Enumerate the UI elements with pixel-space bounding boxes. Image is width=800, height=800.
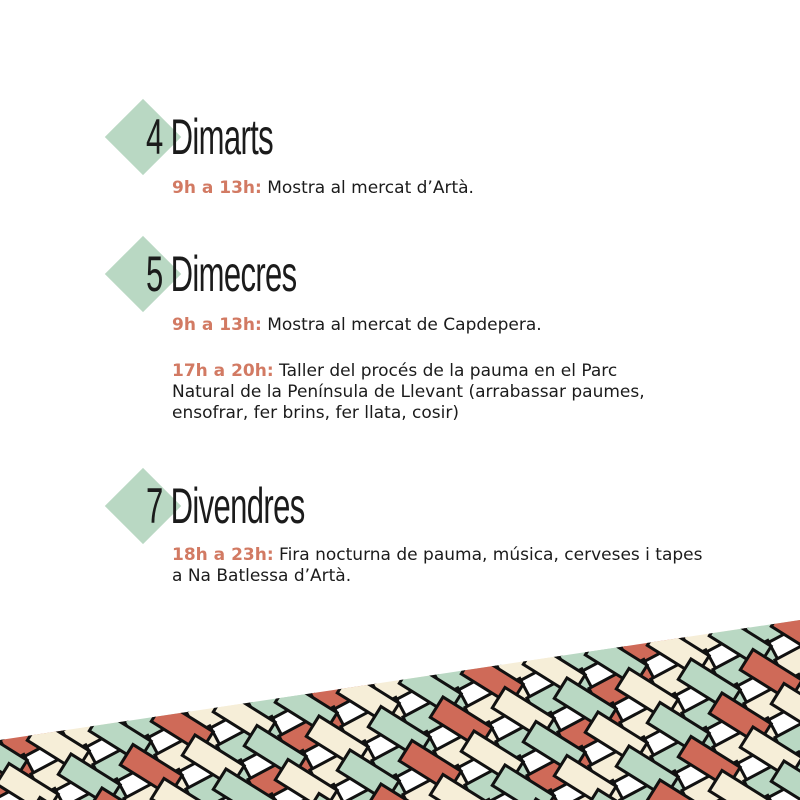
- woven-pattern: [0, 590, 800, 800]
- entry-text: Taller del procés de la pauma en el Parc Natural de la Península de Llevant (arrabassar paumes, ensofrar, fer brins, fer llata, cosir): [172, 361, 645, 423]
- entry-time: 9h a 13h:: [172, 315, 262, 335]
- day-title: 4 Dimarts: [146, 109, 274, 165]
- entry-text: Mostra al mercat d’Artà.: [267, 178, 474, 198]
- schedule-entry: [172, 315, 672, 336]
- entry-time: 9h a 13h:: [172, 178, 262, 198]
- entry-time: 18h a 23h:: [172, 545, 274, 565]
- entry-text: Mostra al mercat de Capdepera.: [267, 315, 542, 335]
- entry-time: 17h a 20h:: [172, 361, 274, 381]
- schedule-entry: [172, 361, 662, 424]
- schedule-entry: [172, 178, 672, 199]
- day-title: 7 Divendres: [146, 478, 305, 534]
- entry-text: Fira nocturna de pauma, música, cerveses i tapes a Na Batlessa d’Artà.: [172, 545, 703, 586]
- schedule-entry: [172, 545, 712, 587]
- day-title: 5 Dimecres: [146, 246, 297, 302]
